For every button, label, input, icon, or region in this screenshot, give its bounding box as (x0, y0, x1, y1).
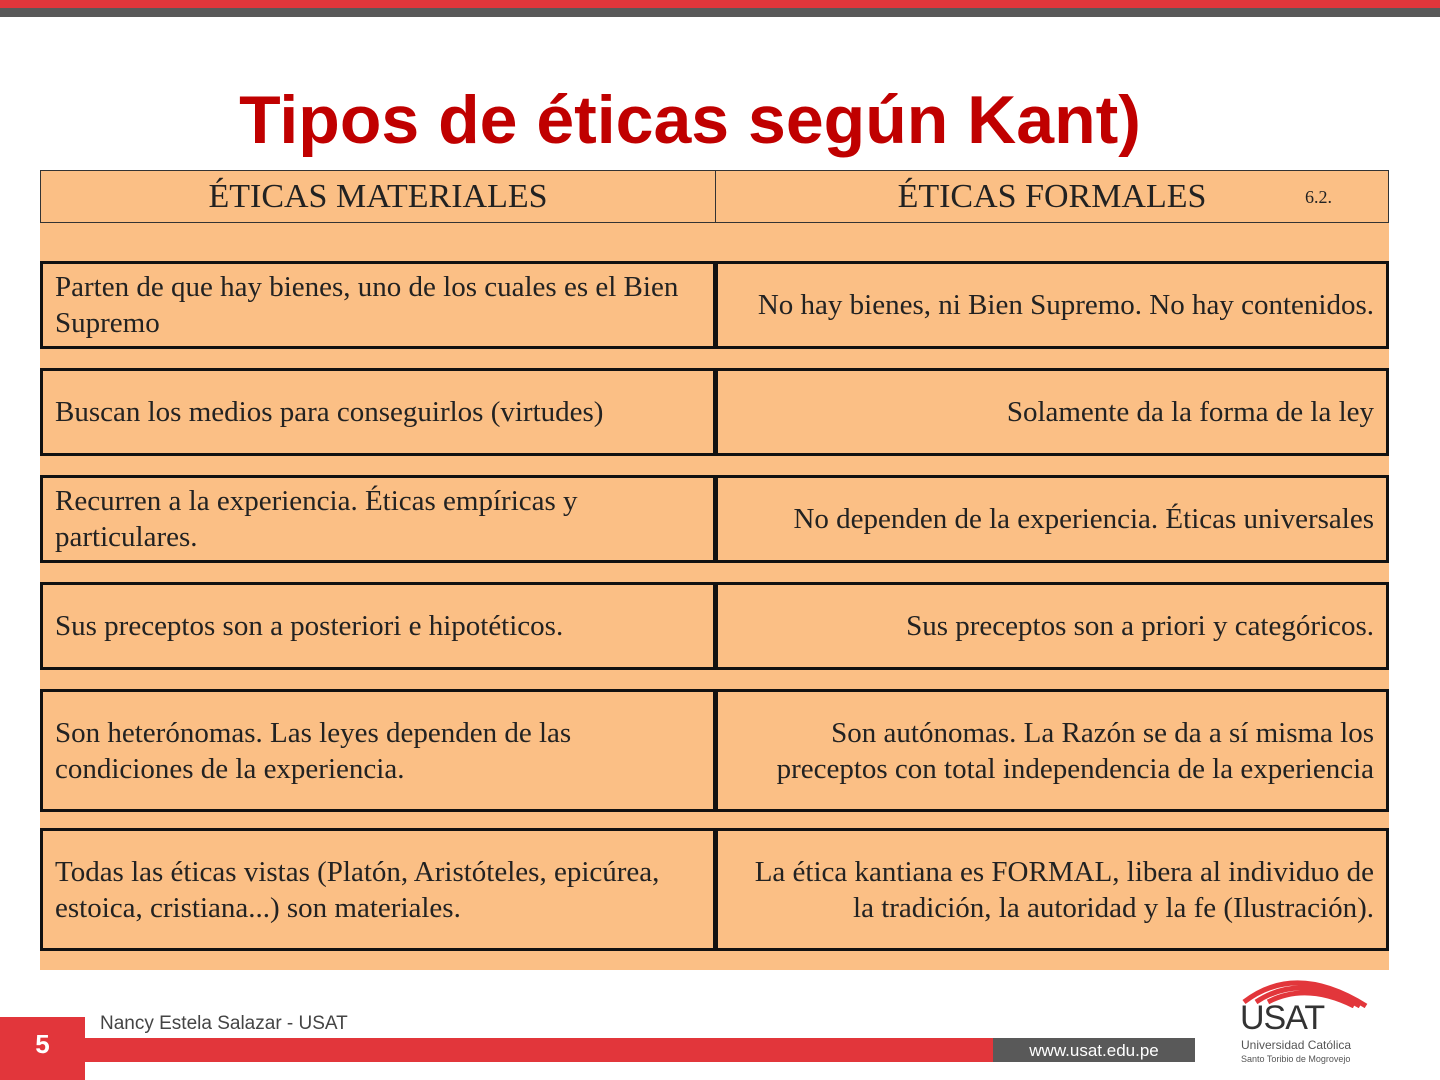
row-2-right (715, 368, 1389, 456)
cell-text: Sus preceptos son a priori y categóricos. (906, 610, 1374, 642)
page-number: 5 (0, 1017, 85, 1080)
cell-text: Recurren a la experiencia. Éticas empíricas y particulares. (55, 485, 578, 553)
slide-title: Tipos de éticas según Kant) (239, 82, 1141, 158)
logo-name: USAT (1240, 999, 1325, 1037)
row-6-left (40, 828, 716, 951)
row-4-right (715, 582, 1389, 670)
footer-red-bar (85, 1038, 993, 1062)
cell-text: Son heterónomas. Las leyes dependen de las condiciones de la experiencia. (55, 716, 572, 785)
cell-text: Buscan los medios para conseguirlos (virtudes) (55, 396, 604, 428)
row-6-right (715, 828, 1389, 951)
comparison-table (40, 170, 1389, 970)
row-1-right (715, 261, 1389, 349)
footer-author: Nancy Estela Salazar - USAT (100, 1013, 348, 1034)
footer-url: www.usat.edu.pe (993, 1038, 1195, 1062)
row-1-left (40, 261, 716, 349)
cell-text: Sus preceptos son a posteriori e hipotéticos. (55, 610, 564, 642)
top-gray-bar (0, 8, 1440, 17)
cell-text: No hay bienes, ni Bien Supremo. No hay contenidos. (757, 289, 1374, 321)
cell-text: Parten de que hay bienes, uno de los cuales es el Bien Supremo (55, 271, 679, 339)
header-ref: 6.2. (1305, 187, 1332, 207)
cell-text: Solamente da la forma de la ley (1006, 396, 1374, 428)
cell-text: Todas las éticas vistas (Platón, Aristóteles, epicúrea, estoica, cristiana...) son materiales. (55, 855, 660, 924)
cell-text: Son autónomas. La Razón se da a sí misma los preceptos con total independencia de la experiencia (776, 716, 1374, 785)
row-2-left (40, 368, 716, 456)
logo-line1: Universidad Católica (1241, 1038, 1352, 1052)
row-3-right (715, 475, 1389, 563)
header-right-label: ÉTICAS FORMALES (897, 178, 1207, 215)
row-5-right (715, 689, 1389, 812)
header-right (715, 170, 1389, 223)
logo-line2: Santo Toribio de Mogrovejo (1241, 1054, 1351, 1064)
row-3-left (40, 475, 716, 563)
header-left: ÉTICAS MATERIALES (40, 170, 716, 223)
row-5-left (40, 689, 716, 812)
row-4-left (40, 582, 716, 670)
top-red-bar (0, 0, 1440, 8)
cell-text: La ética kantiana es FORMAL, libera al individuo de la tradición, la autoridad y la fe (Ilustración). (754, 855, 1374, 924)
cell-text: No dependen de la experiencia. Éticas universales (793, 503, 1374, 535)
